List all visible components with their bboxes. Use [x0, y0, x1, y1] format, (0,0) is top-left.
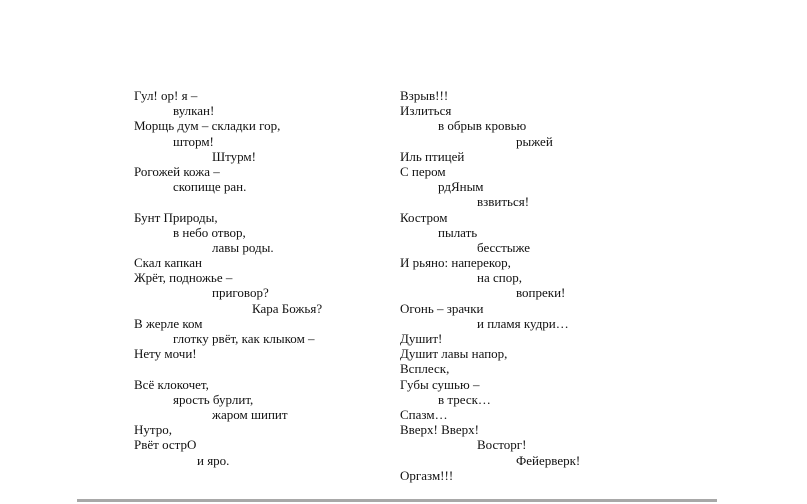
poem-line: Рвёт острО	[134, 437, 197, 453]
poem-line: рыжей	[516, 133, 553, 149]
poem-line: жаром шипит	[212, 406, 288, 422]
poem-line: В жерле ком	[134, 315, 203, 331]
poem-left-column	[134, 88, 394, 468]
poem-line: Бунт Природы,	[134, 209, 218, 225]
poem-line: Душит лавы напор,	[400, 346, 508, 362]
poem-line: Морщь дум – складки гор,	[134, 118, 281, 134]
poem-line: Огонь – зрачки	[400, 300, 484, 316]
poem-line: Жрёт, подножье –	[134, 270, 233, 286]
poem-line: Восторг!	[477, 437, 527, 453]
stanza-break	[134, 361, 394, 376]
poem-line: взвиться!	[477, 194, 530, 210]
poem-line: Фейерверк!	[516, 452, 581, 468]
poem-line: Рогожей кожа –	[134, 163, 220, 179]
poem-line: Излиться	[400, 103, 452, 119]
poem-line: бесстыже	[477, 239, 531, 255]
poem-line: в обрыв кровью	[438, 118, 527, 134]
poem-line: Всплеск,	[400, 361, 450, 377]
poem-line: Спазм…	[400, 406, 448, 422]
poem-line: Иль птицей	[400, 148, 465, 164]
poem-line: Штурм!	[212, 148, 256, 164]
poem-line: и яро.	[197, 452, 230, 468]
poem-line: Оргазм!!!	[400, 467, 454, 483]
page-bottom-rule	[77, 499, 717, 502]
poem-line: С пером	[400, 163, 446, 179]
poem-line: Скал капкан	[134, 255, 202, 271]
poem-line: рдЯным	[438, 179, 484, 195]
poem-line: Душит!	[400, 331, 443, 346]
poem-line: Губы сушью –	[400, 376, 480, 392]
poem-line: Гул! ор! я –	[134, 88, 198, 103]
poem-line: и пламя кудри…	[477, 315, 569, 331]
poem-line: на спор,	[477, 270, 522, 286]
poem-line: скопище ран.	[173, 179, 247, 195]
poem-line: лавы роды.	[212, 239, 274, 255]
poem-line: в небо отвор,	[173, 224, 246, 240]
poem-line: Кара Божья?	[252, 300, 323, 316]
poem-line: в треск…	[438, 391, 491, 407]
poem-line: Нету мочи!	[134, 346, 197, 362]
poem-line: Вверх! Вверх!	[400, 422, 479, 438]
poem-line: ярость бурлит,	[173, 391, 254, 407]
poem-line: Взрыв!!!	[400, 88, 449, 103]
poem-line: Нутро,	[134, 422, 172, 438]
poem-line: вопреки!	[516, 285, 566, 301]
poem-line: И рьяно: наперекор,	[400, 255, 511, 271]
poem-line: Всё клокочет,	[134, 376, 209, 392]
stanza-break	[134, 194, 394, 209]
poem-right-column	[400, 88, 660, 483]
poem-line: глотку рвёт, как клыком –	[173, 331, 315, 346]
poem-line: вулкан!	[173, 103, 215, 119]
poem-line: Костром	[400, 209, 448, 225]
poem-line: пылать	[438, 224, 478, 240]
poem-line: шторм!	[173, 133, 214, 149]
poem-line: приговор?	[212, 285, 269, 301]
